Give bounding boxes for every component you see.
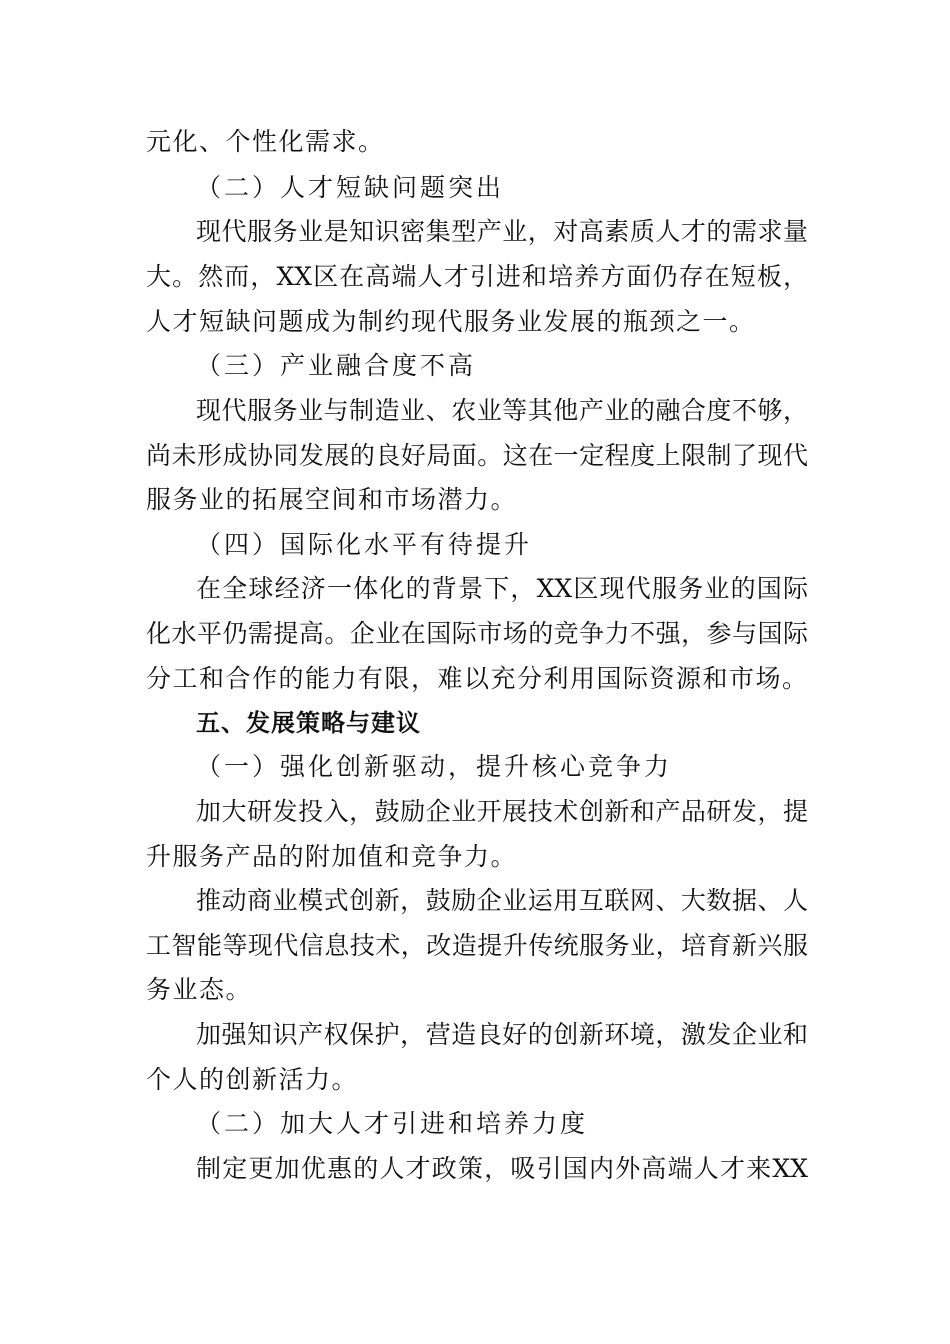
paragraph-line: 现代服务业与制造业、农业等其他产业的融合度不够， [196, 396, 808, 425]
paragraph-line: 人才短缺问题成为制约现代服务业发展的瓶颈之一。 [146, 307, 756, 336]
paragraph-line: 现代服务业是知识密集型产业，对高素质人才的需求量 [196, 217, 808, 246]
paragraph-line: 元化、个性化需求。 [146, 127, 385, 156]
paragraph-line: 升服务产品的附加值和竞争力。 [146, 842, 518, 871]
paragraph-line: 加强知识产权保护，营造良好的创新环境，激发企业和 [196, 1020, 808, 1049]
paragraph-line: 个人的创新活力。 [146, 1065, 359, 1094]
subheading: （二）人才短缺问题突出 [196, 173, 505, 202]
subheading: （一）强化创新驱动，提升核心竞争力 [196, 752, 673, 781]
paragraph-line: 服务业的拓展空间和市场潜力。 [146, 485, 518, 514]
subheading: （四）国际化水平有待提升 [196, 530, 533, 559]
section-heading: 五、发展策略与建议 [196, 709, 421, 737]
paragraph-line: 大。然而，XX区在高端人才引进和培养方面仍存在短板， [146, 262, 808, 291]
paragraph-line: 制定更加优惠的人才政策，吸引国内外高端人才来XX [196, 1154, 808, 1183]
paragraph-line: 分工和合作的能力有限，难以充分利用国际资源和市场。 [146, 664, 809, 693]
paragraph-line: 加大研发投入，鼓励企业开展技术创新和产品研发，提 [196, 797, 808, 826]
paragraph-line: 务业态。 [146, 975, 253, 1004]
paragraph-line: 化水平仍需提高。企业在国际市场的竞争力不强，参与国际 [146, 619, 808, 648]
paragraph-line: 推动商业模式创新，鼓励企业运用互联网、大数据、人 [196, 886, 808, 915]
subheading: （二）加大人才引进和培养力度 [196, 1109, 589, 1138]
paragraph-line: 工智能等现代信息技术，改造提升传统服务业，培育新兴服 [146, 931, 808, 960]
paragraph-line: 尚未形成协同发展的良好局面。这在一定程度上限制了现代 [146, 441, 808, 470]
subheading: （三）产业融合度不高 [196, 351, 477, 380]
paragraph-line: 在全球经济一体化的背景下，XX区现代服务业的国际 [196, 574, 808, 603]
